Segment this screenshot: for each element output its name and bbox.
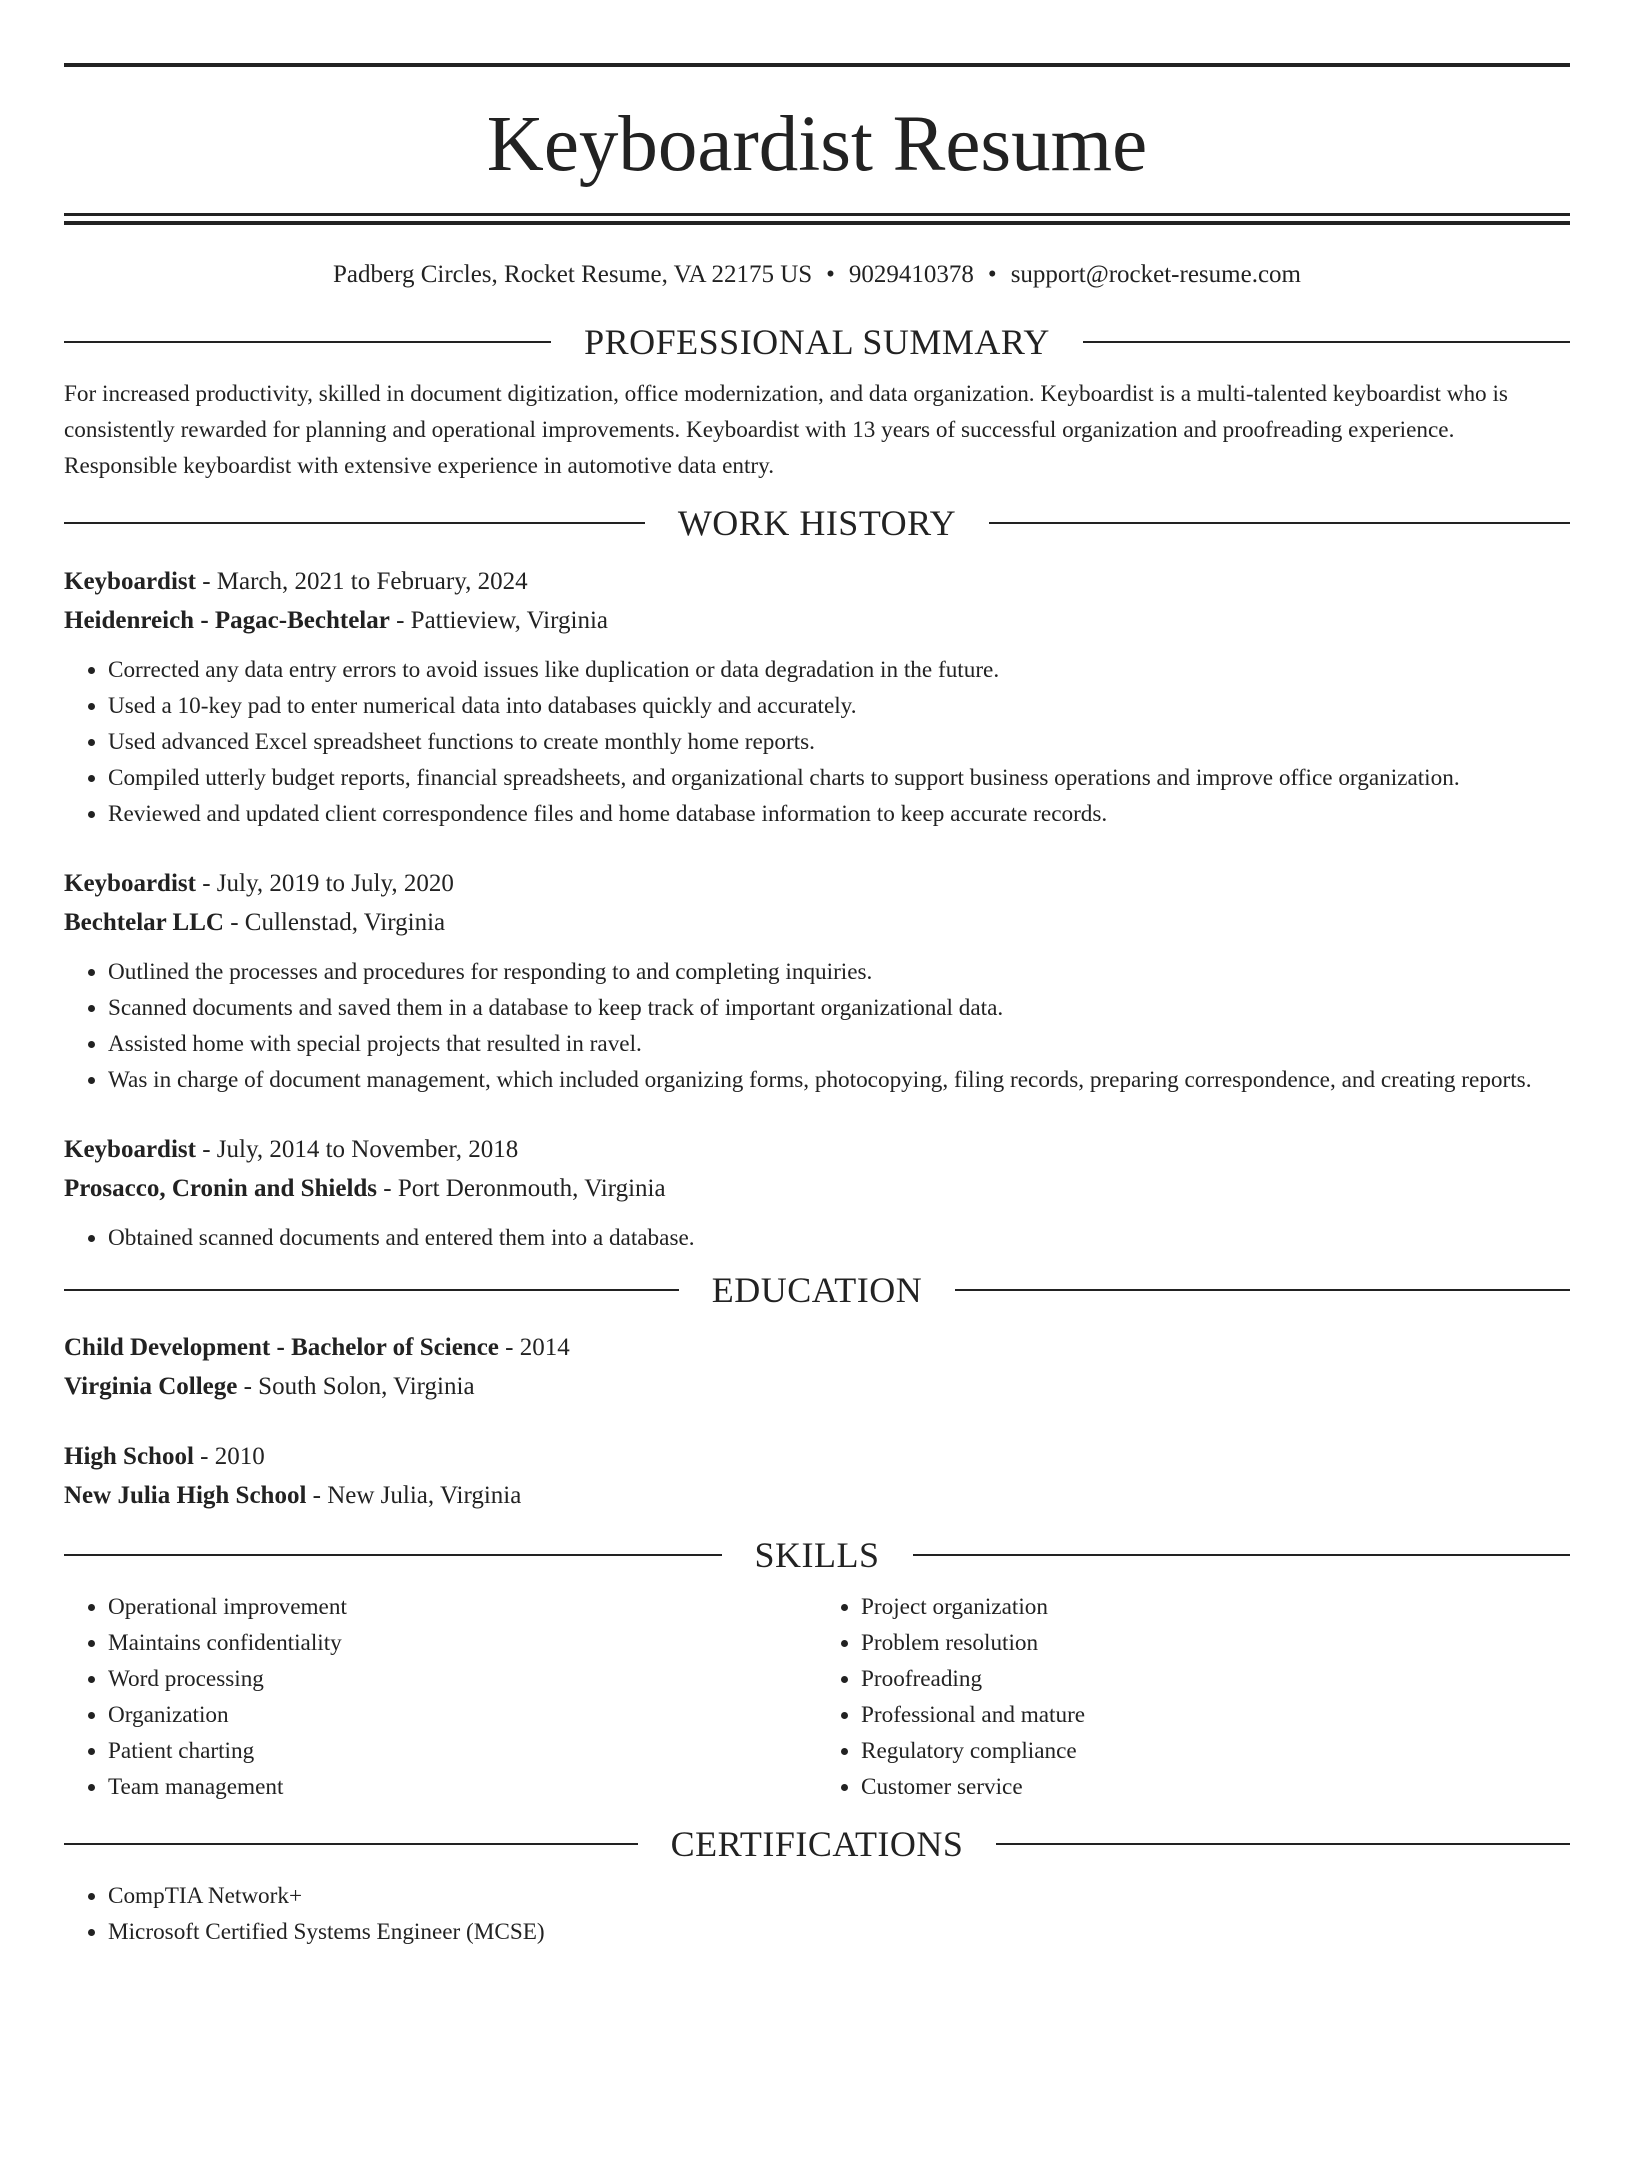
list-item: • Reviewed and updated client correspondence files and home database information to keep accurate records. [108, 796, 1570, 832]
education-degree: Child Development - Bachelor of Science [64, 1334, 499, 1361]
education-school-line [64, 1367, 1570, 1406]
job-company-line [64, 1169, 1570, 1208]
job-role: Keyboardist [64, 568, 196, 595]
section-rule [955, 1289, 1570, 1291]
education-degree-line [64, 1437, 1570, 1476]
education-location: - South Solon, Virginia [237, 1373, 475, 1400]
list-item: • Used advanced Excel spreadsheet functions to create monthly home reports. [108, 724, 1570, 760]
job-location: - Pattieview, Virginia [389, 607, 608, 634]
resume-title: Keyboardist Resume [486, 101, 1148, 188]
job-bullets [64, 1220, 1570, 1256]
section-rule [913, 1554, 1571, 1556]
list-item: • Professional and mature [861, 1697, 1570, 1733]
skills-list-right [817, 1589, 1570, 1805]
contact-email: support@rocket-resume.com [1010, 261, 1301, 288]
list-item: • Proofreading [861, 1661, 1570, 1697]
job-company: Bechtelar LLC [64, 909, 224, 936]
section-rule [996, 1843, 1570, 1845]
job-entry [64, 864, 1570, 1098]
section-title: CERTIFICATIONS [670, 1824, 964, 1864]
list-item: • Operational improvement [108, 1589, 817, 1625]
list-item: • Regulatory compliance [861, 1733, 1570, 1769]
list-item: • CompTIA Network+ [108, 1878, 1570, 1914]
contact-separator: • [826, 261, 835, 288]
skills-columns [64, 1589, 1570, 1805]
section-header-work-history [64, 501, 1570, 545]
list-item: • Problem resolution [861, 1625, 1570, 1661]
list-item: • Organization [108, 1697, 817, 1733]
education-entry [64, 1437, 1570, 1515]
section-rule [1083, 341, 1570, 343]
job-title-line [64, 864, 1570, 903]
list-item: • Word processing [108, 1661, 817, 1697]
list-item: • Patient charting [108, 1733, 817, 1769]
education-school: New Julia High School [64, 1482, 307, 1509]
education-degree-line [64, 1328, 1570, 1367]
education-year: - 2010 [193, 1443, 265, 1470]
job-entry [64, 1130, 1570, 1256]
job-dates: - July, 2019 to July, 2020 [195, 870, 454, 897]
list-item: • Team management [108, 1769, 817, 1805]
section-rule [64, 1554, 722, 1556]
education-school: Virginia College [64, 1373, 238, 1400]
summary-text: For increased productivity, skilled in document digitization, office modernization, and data organization. Keyboardist is a multi-talented keyboardist who is consistently rewarded for planning and operational improvements. Keyboardist with 13 years of successful organization and proofreading experience. Responsible keyboardist with extensive experience in automotive data entry. [64, 381, 1508, 479]
section-header-summary [64, 320, 1570, 364]
education-location: - New Julia, Virginia [306, 1482, 522, 1509]
job-location: - Port Deronmouth, Virginia [377, 1175, 666, 1202]
list-item: • Corrected any data entry errors to avoid issues like duplication or data degradation in the future. [108, 652, 1570, 688]
education-school-line [64, 1476, 1570, 1515]
section-header-education [64, 1268, 1570, 1312]
job-company: Heidenreich - Pagac-Bechtelar [64, 607, 390, 634]
top-rule [64, 63, 1570, 67]
education-entry [64, 1328, 1570, 1406]
section-title: PROFESSIONAL SUMMARY [584, 322, 1050, 362]
section-rule [64, 1843, 638, 1845]
contact-line [64, 259, 1570, 291]
list-item: • Customer service [861, 1769, 1570, 1805]
contact-separator: • [987, 261, 997, 288]
section-rule [64, 341, 551, 343]
section-rule [989, 522, 1570, 524]
job-title-line [64, 1130, 1570, 1169]
list-item: • Scanned documents and saved them in a database to keep track of important organizational data. [108, 990, 1570, 1026]
list-item: • Was in charge of document management, which included organizing forms, photocopying, filing records, preparing correspondence, and creating reports. [108, 1062, 1570, 1098]
list-item: • Obtained scanned documents and entered them into a database. [108, 1220, 1570, 1256]
contact-address: Padberg Circles, Rocket Resume, VA 22175 US [333, 261, 813, 288]
section-rule [64, 522, 645, 524]
list-item: • Maintains confidentiality [108, 1625, 817, 1661]
skills-list-left [64, 1589, 817, 1805]
section-header-skills [64, 1533, 1570, 1577]
certifications-list [64, 1878, 1570, 1950]
list-item: • Project organization [861, 1589, 1570, 1625]
section-title: EDUCATION [711, 1270, 923, 1310]
resume-page [64, 63, 1570, 1950]
job-bullets [64, 652, 1570, 832]
job-dates: - March, 2021 to February, 2024 [195, 568, 528, 595]
education-year: - 2014 [498, 1334, 570, 1361]
title-double-rule [64, 213, 1570, 225]
job-dates: - July, 2014 to November, 2018 [195, 1136, 519, 1163]
list-item: • Microsoft Certified Systems Engineer (MCSE) [108, 1914, 1570, 1950]
job-company-line [64, 903, 1570, 942]
job-role: Keyboardist [64, 1136, 196, 1163]
list-item: • Used a 10-key pad to enter numerical data into databases quickly and accurately. [108, 688, 1570, 724]
section-title: SKILLS [754, 1535, 880, 1575]
section-title: WORK HISTORY [677, 503, 957, 543]
job-entry [64, 562, 1570, 832]
section-header-certifications [64, 1822, 1570, 1866]
job-bullets [64, 954, 1570, 1098]
section-rule [64, 1289, 679, 1291]
job-role: Keyboardist [64, 870, 196, 897]
job-location: - Cullenstad, Virginia [223, 909, 446, 936]
list-item: • Assisted home with special projects that resulted in ravel. [108, 1026, 1570, 1062]
job-company: Prosacco, Cronin and Shields [64, 1175, 378, 1202]
job-title-line [64, 562, 1570, 601]
list-item: • Compiled utterly budget reports, financial spreadsheets, and organizational charts to support business operations and improve office organization. [108, 760, 1570, 796]
job-company-line [64, 601, 1570, 640]
list-item: • Outlined the processes and procedures for responding to and completing inquiries. [108, 954, 1570, 990]
education-degree: High School [64, 1443, 194, 1470]
contact-phone: 9029410378 [848, 261, 974, 288]
